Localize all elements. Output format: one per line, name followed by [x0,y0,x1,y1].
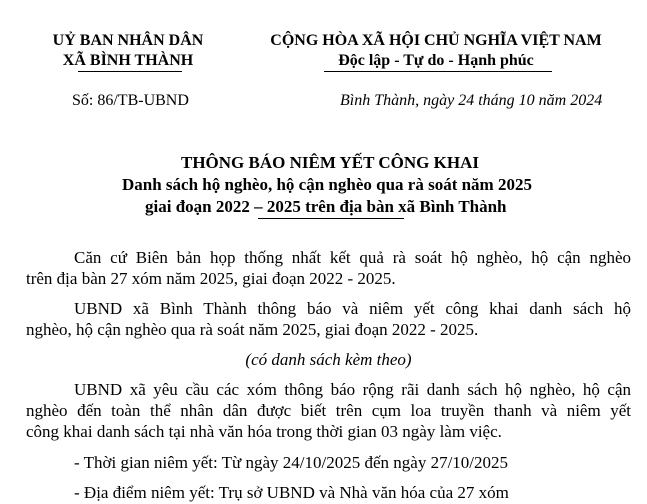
attachment-note: (có danh sách kèm theo) [245,350,412,369]
notice-subtitle-line1: Danh sách hộ nghèo, hộ cận nghèo qua rà soát năm 2025 [122,175,532,194]
paragraph-3-line3: công khai danh sách tại nhà văn hóa trong thời gian 03 ngày làm việc. [26,422,502,441]
place-and-date: Bình Thành, ngày 24 tháng 10 năm 2024 [340,92,603,109]
paragraph-2-line2: nghèo, hộ cận nghèo qua rà soát năm 2025, giai đoạn 2022 - 2025. [26,320,479,339]
notice-title: THÔNG BÁO NIÊM YẾT CÔNG KHAI [180,153,479,172]
motto-underline [324,71,552,72]
posting-time-item: - Thời gian niêm yết: Từ ngày 24/10/2025 đến ngày 27/10/2025 [74,453,509,472]
document-number: Số: 86/TB-UBND [72,92,189,109]
paragraph-2-line1: UBND xã Bình Thành thông báo và niêm yết công khai danh sách hộ [74,299,631,318]
agency-name: UỶ BAN NHÂN DÂN [52,32,204,49]
agency-underline [78,71,182,72]
posting-place-item: - Địa điểm niêm yết: Trụ sở UBND và Nhà văn hóa của 27 xóm [74,483,509,502]
commune-name: XÃ BÌNH THÀNH [62,52,194,69]
national-title: CỘNG HÒA XÃ HỘI CHỦ NGHĨA VIỆT NAM [270,32,602,49]
paragraph-3-line2: nghèo đến toàn thể nhân dân được biết trên cụm loa truyền thanh và niêm yết [26,401,631,420]
title-underline [258,218,404,219]
paragraph-3-line1: UBND xã yêu cầu các xóm thông báo rộng rãi danh sách hộ nghèo, hộ cận [74,380,631,399]
paragraph-1-line1: Căn cứ Biên bản họp thống nhất kết quả rà soát hộ nghèo, hộ cận nghèo [74,248,631,267]
notice-subtitle-line2: giai đoạn 2022 – 2025 trên địa bàn xã Bình Thành [145,197,507,216]
paragraph-1-line2: trên địa bàn 27 xóm năm 2025, giai đoạn 2022 - 2025. [26,269,396,288]
national-motto: Độc lập - Tự do - Hạnh phúc [338,52,534,69]
